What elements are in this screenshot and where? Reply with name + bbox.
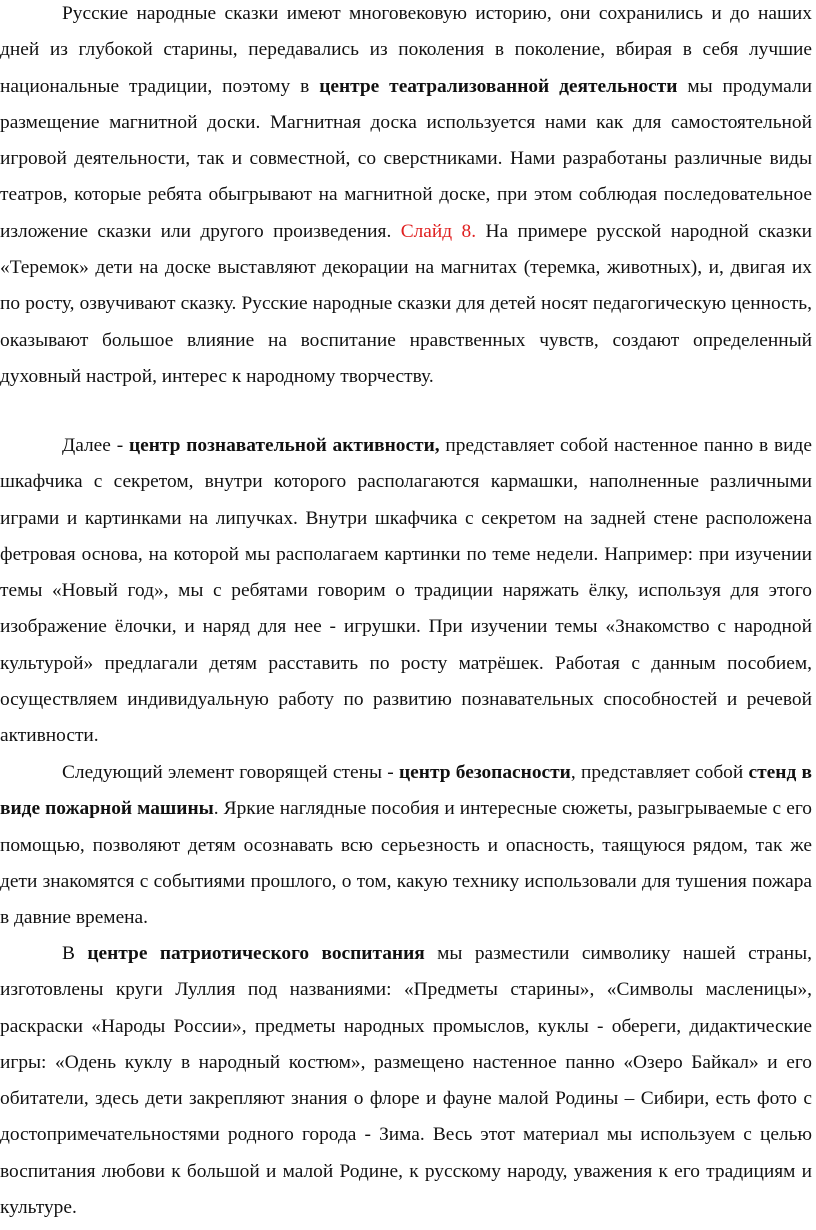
p3-bold-safety-center: центр безопасности [399,762,571,783]
slide-reference: Слайд 8. [400,220,477,242]
p4-bold-patriotic-center: центре патриотического воспитания [87,943,425,964]
p3-bold-fire-truck-stand: стенд в виде пожарной машины [0,762,812,820]
paragraph-theater-center [0,0,816,395]
p2-bold-cognitive-center: центр познавательной активности, [128,435,440,456]
p1-bold-theater-center: центре театрализованной деятельности [319,75,678,97]
p1-text-3: На примере русской народной сказки «Теремок» дети на доске выставляют декорации на магнитах (теремка, животных), и, двигая их по росту, озвучивают сказку. Русские народные сказки для детей носят педагогическую ценность, оказывают большое влияние на воспитание нравственных чувств, создают определенный духовный настрой, интерес к народному творчеству. [0,220,812,387]
p2-text-1: Далее - [62,435,129,456]
p3-text-3: . Яркие наглядные пособия и интересные сюжеты, разыгрываемые с его помощью, позволяют детям осознавать всю серьезность и опасность, таящуюся рядом, так же дети знакомятся с событиями прошлого, о том, какую технику использовали для тушения пожара в давние времена. [0,798,812,929]
p4-text-1: В [62,943,88,964]
p3-text-2: , представляет собой [570,762,749,783]
paragraph-patriotic-center [0,936,816,1226]
paragraph-safety-center [0,755,816,936]
paragraph-cognitive-center [0,428,816,755]
p1-text-2: мы продумали размещение магнитной доски. Магнитная доска используется нами как для самостоятельной игровой деятельности, так и совместной, со сверстниками. Нами разработаны различные виды театров, которые ребята обыгрывают на магнитной доске, при этом соблюдая последовательное изложение сказки или другого произведения. [0,75,812,242]
p1-text-1: Русские народные сказки имеют многовековую историю, они сохранились и до наших дней из глубокой старины, передавались из поколения в поколение, вбирая в себя лучшие национальные традиции, поэтому в [0,3,812,97]
p2-text-2: представляет собой настенное панно в виде шкафчика с секретом, внутри которого располагаются кармашки, наполненные различными играми и картинками на липучках. Внутри шкафчика с секретом на задней стене расположена фетровая основа, на которой мы располагаем картинки по теме недели. Например: при изучении темы «Новый год», мы с ребятами говорим о традиции наряжать ёлку, используя для этого изображение ёлочки, и наряд для нее - игрушки. При изучении темы «Знакомство с народной культурой» предлагали детям расставить по росту матрёшек. Работая с данным пособием, осуществляем индивидуальную работу по развитию познавательных способностей и речевой активности. [0,435,812,747]
p3-text-1: Следующий элемент говорящей стены - [62,762,399,783]
p4-text-2: мы разместили символику нашей страны, изготовлены круги Луллия под названиями: «Предметы старины», «Символы масленицы», раскраски «Народы России», предметы народных промыслов, куклы - обереги, дидактические игры: «Одень куклу в народный костюм», размещено настенное панно «Озеро Байкал» и его обитатели, здесь дети закрепляют знания о флоре и фауне малой Родины – Сибири, есть фото с достопримечательностями родного города - Зима. Весь этот материал мы используем с целью воспитания любови к большой и малой Родине, к русскому народу, уважения к его традициям и культуре. [0,943,813,1219]
